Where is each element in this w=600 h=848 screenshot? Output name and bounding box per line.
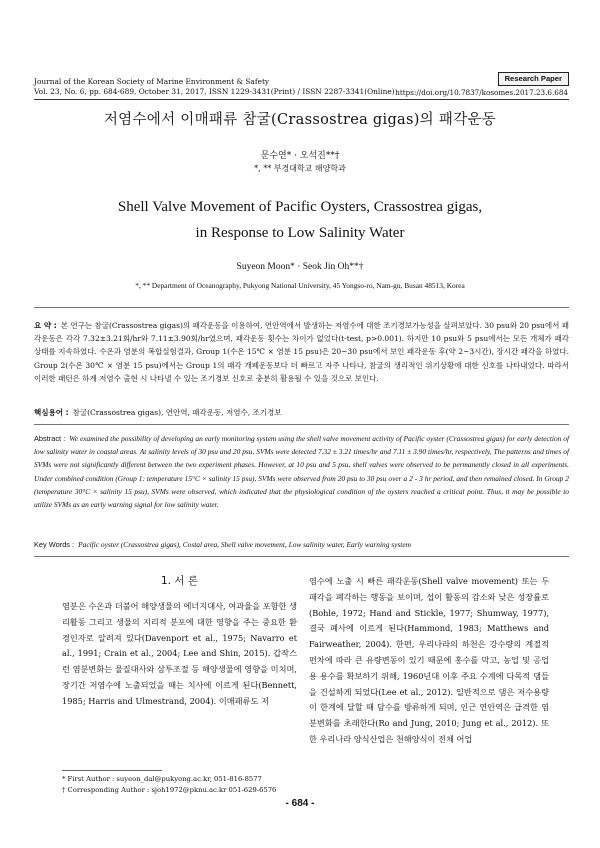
body-left-column: 염분은 수온과 더불어 해양생물의 에너지대사, 여과율을 포함한 생리활동 그리고 생물의 지리적 분포에 대한 영향을 주는 중요한 환경인자로 알려져 있다(Davenport et al., 1975; Navarro et al., 1991; Crain et al., 2004; Lee and Shin, 2015). 갑작스런 염분변화는 물질대사와 삼투조절 등 해양생물에 영향을 미치며, 장기간 저염수에 노출되었을 때는 치사에 이르게 된다(Bennett, 1985; Harris and Ulmestrand, 2004). 이매패류도 저 xyxy=(62,601,297,706)
footnotes xyxy=(62,774,276,795)
journal-volume-info: Vol. 23, No. 6, pp. 684-689, October 31, 2017, ISSN 1229-3431(Print) / ISSN 2287-3341(Online) xyxy=(34,87,395,96)
korean-keywords-label: 핵심용어 : xyxy=(34,408,69,417)
english-title xyxy=(0,194,600,246)
english-abstract xyxy=(34,432,569,511)
english-abstract-text: We examined the possibility of developing an early monitoring system using the shell valve movement activity of Pacific oyster (Crassostrea gigas) for early detection of low salinity water in coastal areas. At salinity levels of 30 psu and 20 psu, SVMs were detected 7.32 ± 3.21 times/hr and 7.11 ± 3.90 times/hr, respectively, The patterns and times of SVMs were not significantly different between the two experiment phases. However, at 10 psu and 5 psu, shell valves were observed to be permanently closed in all experiments. Under combined condition (Group 1: temperature 15°C × salinity 15 psu), SVMs were observed from 20 psu to 30 psu over a 2 - 3 hr period, and then remained closed. In Group 2 (temperature 30°C × salinity 15 psu), SVMs were observed, which indicated that the physiological condition of the oysters reached a critical point. Thus, it may be possible to utilize SVMs as an early warning signal for low salinity water. xyxy=(34,434,569,510)
section-title-introduction: 1. 서 론 xyxy=(161,575,198,587)
english-affiliation: *, ** Department of Oceanography, Pukyong National University, 45 Yongso-ro, Nam-gu, Busan 48513, Korea xyxy=(135,281,465,290)
journal-name: Journal of the Korean Society of Marine Environment & Safety xyxy=(34,77,270,86)
english-keywords-label: Key Words : xyxy=(34,540,75,549)
korean-title: 저염수에서 이매패류 참굴(Crassostrea gigas)의 패각운동 xyxy=(103,112,497,128)
english-abstract-divider xyxy=(34,424,569,425)
english-keywords-text: Pacific oyster (Crassostrea gigas), Costal area, Shell valve movement, Low salinity water, Early warning system xyxy=(78,540,411,549)
english-title-line2: in Response to Low Salinity Water xyxy=(195,225,405,241)
korean-abstract xyxy=(34,319,569,385)
doi-link[interactable]: https://doi.org/10.7837/kosomes.2017.23.6.684 xyxy=(395,88,568,97)
first-author-footnote: * First Author : suyeon_dal@pukyong.ac.kr, 051-816-8577 xyxy=(62,775,262,783)
korean-affiliation: *, ** 부경대학교 해양학과 xyxy=(254,164,346,173)
header-divider xyxy=(34,99,569,100)
footnote-divider xyxy=(62,770,162,771)
page-number: - 684 - xyxy=(285,798,315,809)
english-authors: Suyeon Moon* · Seok Jin Oh**† xyxy=(236,262,364,272)
korean-keywords-text: 참굴(Crassostrea gigas), 연안역, 패각운동, 저염수, 조기경보 xyxy=(72,408,282,417)
journal-header xyxy=(34,77,395,97)
corresponding-author-footnote: † Corresponding Author : sjoh1972@pknu.ac.kr 051-629-6576 xyxy=(62,785,277,794)
english-title-line1: Shell Valve Movement of Pacific Oysters, Crassostrea gigas, xyxy=(117,199,483,215)
body-right-column: 염수에 노출 시 빠른 패각운동(Shell valve movement) 또는 두 패각을 폐각하는 행동을 보이며, 섭이 활동의 감소와 낮은 성장률로(Bohle, 1972; Hand and Stickle, 1977; Shumway, 1977), 결국 폐사에 이르게 된다(Hammond, 1983; Matthews and Fairweather, 2004). 한편, 우리나라의 하천은 강수량의 계절적 편차에 따라 큰 유량변동이 있기 때문에 홍수를 막고, 농업 및 공업용 용수를 확보하기 위해, 1960년대 이후 주요 수계에 다목적 댐들을 건설하게 되었다(Lee et al., 2012). 일반적으로 댐은 저수용량이 한계에 달할 때 담수를 방류하게 되며, 인근 연안역은 급격한 염분변화를 초래한다(Ro and Jung, 2010; Jung et al., 2012). 또한 우리나라 양식산업은 천해양식이 전체 어업 xyxy=(309,576,549,744)
korean-authors: 문수연* · 오석진**† xyxy=(260,151,340,161)
korean-abstract-text: 본 연구는 참굴(Crassostrea gigas)의 패각운동을 이용하여, 연안역에서 발생하는 저염수에 대한 조기경보가능성을 살펴보았다. 30 psu와 20 psu에서 패각운동은 각각 7.32±3.21회/hr와 7.11±3.90회/hr였으며, 패각운동 횟수는 차이가 없었다(t-test, p>0.001). 하지만 10 psu와 5 psu에서는 모든 개체가 패각상태를 지속하였다. 수온과 염분의 복합실험결과, Group 1(수온 15℃ × 염분 15 psu)은 20~30 psu에서 보인 패각운동 후(약 2~3시간), 장시간 패각을 하였다. Group 2(수온 30℃ × 염분 15 psu)에서는 Group 1의 패각 개폐운동보다 더 빠르고 자주 나타나, 참굴의 생리적인 위기상황에 대한 신호를 나타내었다. 따라서 이러한 패턴은 하계 저염수 출현 시 나타낼 수 있는 조기경보 신호로 충분히 활용될 수 있을 것으로 보인다. xyxy=(34,321,569,383)
english-keywords xyxy=(34,540,569,549)
english-abstract-label: Abstract : xyxy=(34,434,66,443)
korean-keywords xyxy=(34,407,569,418)
abstract-top-divider xyxy=(34,307,569,308)
korean-abstract-label: 요 약 : xyxy=(34,321,57,330)
body-top-divider xyxy=(34,556,569,557)
research-paper-badge: Research Paper xyxy=(498,72,569,86)
